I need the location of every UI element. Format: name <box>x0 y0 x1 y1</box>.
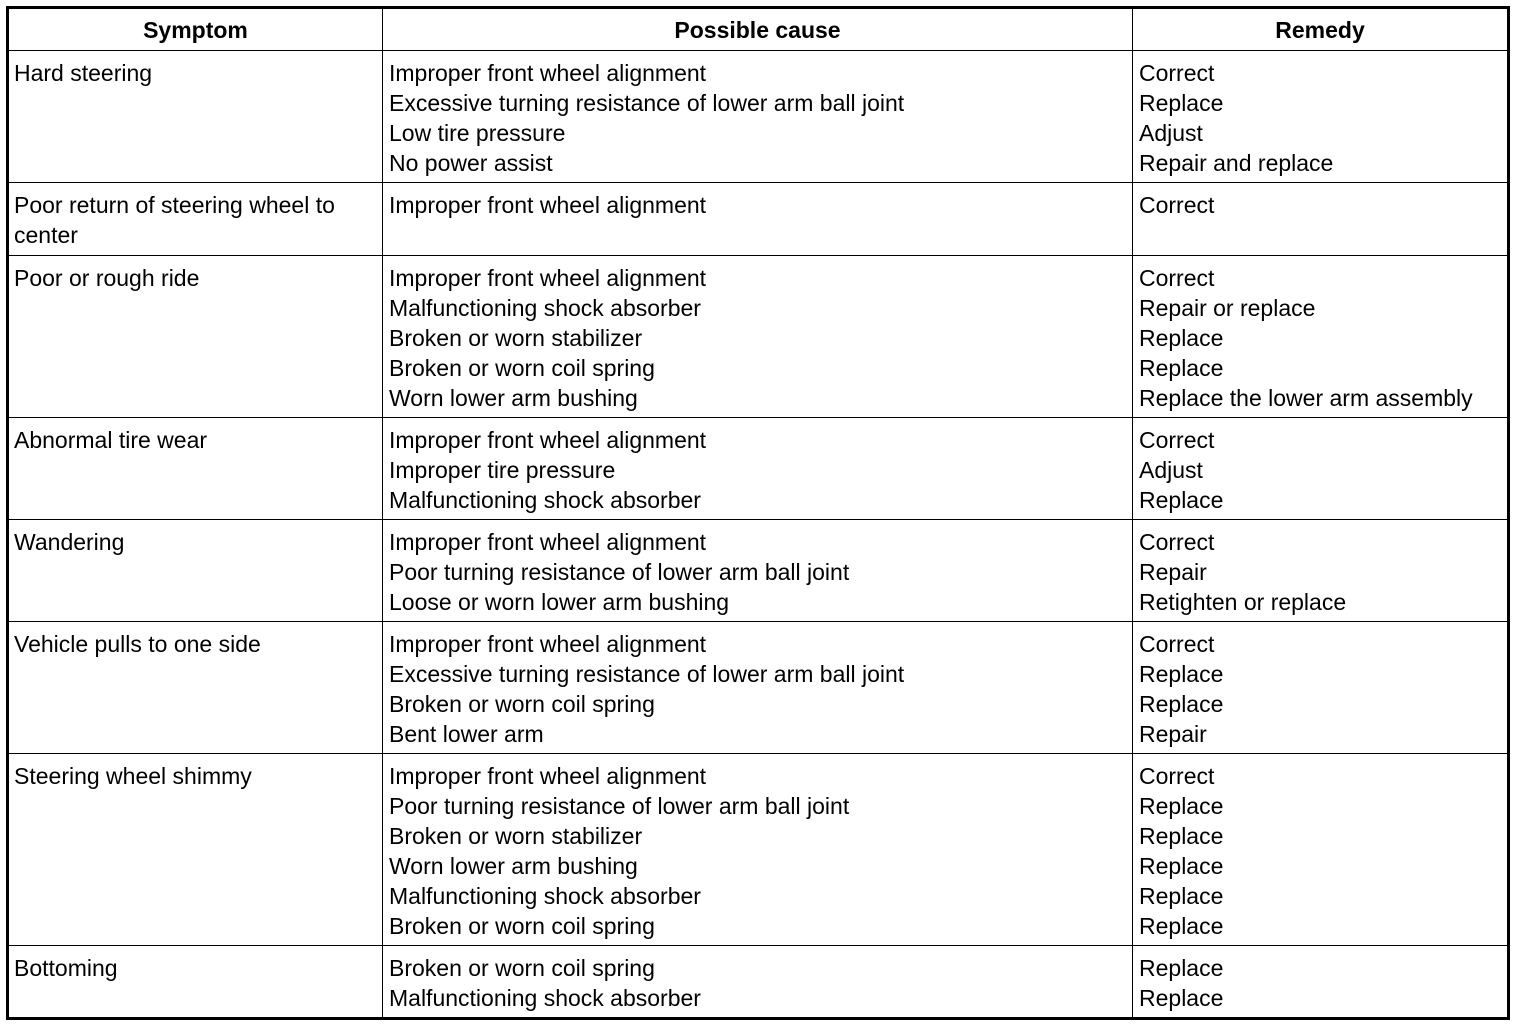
remedy-line: Correct <box>1139 192 1215 218</box>
remedy-column-header: Remedy <box>1133 8 1509 51</box>
remedy-line: Repair or replace <box>1139 295 1316 321</box>
cause-cell <box>383 946 1133 1019</box>
remedy-cell <box>1133 754 1509 946</box>
symptom-text: Poor return of steering wheel to center <box>14 192 335 248</box>
remedy-line: Replace <box>1139 793 1224 819</box>
symptom-cell <box>8 622 383 754</box>
cause-cell <box>383 256 1133 418</box>
cause-column-header: Possible cause <box>383 8 1133 51</box>
table-row <box>8 622 1509 754</box>
remedy-line: Replace <box>1139 913 1224 939</box>
cause-line: Worn lower arm bushing <box>389 853 638 879</box>
cause-cell <box>383 622 1133 754</box>
table-row <box>8 183 1509 256</box>
table-row <box>8 418 1509 520</box>
remedy-line: Replace <box>1139 487 1224 513</box>
remedy-cell <box>1133 946 1509 1019</box>
remedy-line: Replace the lower arm assembly <box>1139 385 1473 411</box>
remedy-line: Replace <box>1139 661 1224 687</box>
cause-line: Improper front wheel alignment <box>389 60 707 86</box>
symptom-text: Poor or rough ride <box>14 265 200 291</box>
symptom-text: Wandering <box>14 529 125 555</box>
cause-line: Improper front wheel alignment <box>389 427 707 453</box>
remedy-line: Repair and replace <box>1139 150 1334 176</box>
symptom-cell <box>8 946 383 1019</box>
remedy-line: Replace <box>1139 355 1224 381</box>
remedy-line: Replace <box>1139 883 1224 909</box>
remedy-line: Adjust <box>1139 120 1203 146</box>
cause-line: Broken or worn stabilizer <box>389 325 643 351</box>
table-row <box>8 520 1509 622</box>
remedy-line: Correct <box>1139 763 1215 789</box>
cause-line: Low tire pressure <box>389 120 566 146</box>
remedy-line: Retighten or replace <box>1139 589 1347 615</box>
troubleshooting-table <box>6 6 1510 1020</box>
cause-line: Broken or worn coil spring <box>389 355 655 381</box>
remedy-line: Correct <box>1139 529 1215 555</box>
cause-line: Broken or worn stabilizer <box>389 823 643 849</box>
cause-line: Malfunctioning shock absorber <box>389 985 701 1011</box>
cause-line: Excessive turning resistance of lower arm ball joint <box>389 90 905 116</box>
cause-line: Broken or worn coil spring <box>389 691 655 717</box>
remedy-line: Replace <box>1139 325 1224 351</box>
symptom-cell <box>8 754 383 946</box>
cause-cell <box>383 418 1133 520</box>
remedy-line: Repair <box>1139 721 1207 747</box>
table-row <box>8 946 1509 1019</box>
remedy-line: Adjust <box>1139 457 1203 483</box>
remedy-line: Replace <box>1139 823 1224 849</box>
symptom-text: Abnormal tire wear <box>14 427 208 453</box>
cause-line: Poor turning resistance of lower arm ball joint <box>389 559 850 585</box>
table-body <box>8 51 1509 1019</box>
cause-cell <box>383 51 1133 183</box>
remedy-line: Correct <box>1139 631 1215 657</box>
cause-line: Improper front wheel alignment <box>389 265 707 291</box>
cause-line: Broken or worn coil spring <box>389 913 655 939</box>
table-row <box>8 256 1509 418</box>
table-row <box>8 51 1509 183</box>
symptom-text: Hard steering <box>14 60 153 86</box>
cause-line: Malfunctioning shock absorber <box>389 295 701 321</box>
remedy-line: Correct <box>1139 265 1215 291</box>
cause-line: Malfunctioning shock absorber <box>389 883 701 909</box>
cause-line: Worn lower arm bushing <box>389 385 638 411</box>
cause-cell <box>383 520 1133 622</box>
symptom-cell <box>8 520 383 622</box>
remedy-cell <box>1133 51 1509 183</box>
symptom-cell <box>8 183 383 256</box>
cause-cell <box>383 183 1133 256</box>
symptom-text: Bottoming <box>14 955 118 981</box>
remedy-line: Replace <box>1139 985 1224 1011</box>
remedy-cell <box>1133 622 1509 754</box>
cause-line: Improper front wheel alignment <box>389 192 707 218</box>
cause-cell <box>383 754 1133 946</box>
symptom-text: Vehicle pulls to one side <box>14 631 261 657</box>
remedy-line: Replace <box>1139 90 1224 116</box>
remedy-line: Correct <box>1139 60 1215 86</box>
remedy-line: Replace <box>1139 691 1224 717</box>
remedy-line: Repair <box>1139 559 1207 585</box>
cause-line: Poor turning resistance of lower arm ball joint <box>389 793 850 819</box>
cause-line: Malfunctioning shock absorber <box>389 487 701 513</box>
remedy-cell <box>1133 418 1509 520</box>
cause-line: Broken or worn coil spring <box>389 955 655 981</box>
table-row <box>8 754 1509 946</box>
symptom-cell <box>8 256 383 418</box>
remedy-cell <box>1133 183 1509 256</box>
cause-line: Excessive turning resistance of lower arm ball joint <box>389 661 905 687</box>
remedy-cell <box>1133 256 1509 418</box>
remedy-cell <box>1133 520 1509 622</box>
remedy-line: Replace <box>1139 955 1224 981</box>
remedy-line: Correct <box>1139 427 1215 453</box>
cause-line: Improper front wheel alignment <box>389 763 707 789</box>
header-row <box>8 8 1509 51</box>
symptom-column-header: Symptom <box>8 8 383 51</box>
remedy-line: Replace <box>1139 853 1224 879</box>
symptom-text: Steering wheel shimmy <box>14 763 252 789</box>
cause-line: Loose or worn lower arm bushing <box>389 589 730 615</box>
cause-line: Bent lower arm <box>389 721 544 747</box>
symptom-cell <box>8 418 383 520</box>
cause-line: Improper front wheel alignment <box>389 529 707 555</box>
cause-line: Improper tire pressure <box>389 457 616 483</box>
cause-line: No power assist <box>389 150 553 176</box>
symptom-cell <box>8 51 383 183</box>
cause-line: Improper front wheel alignment <box>389 631 707 657</box>
